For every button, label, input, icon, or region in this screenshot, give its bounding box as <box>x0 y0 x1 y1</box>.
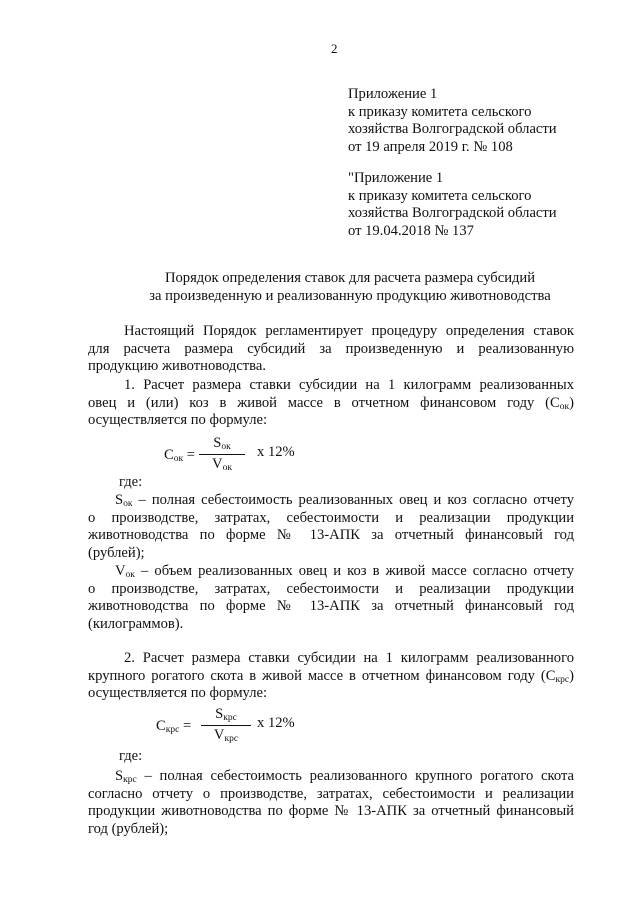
item-1-paragraph <box>88 377 574 430</box>
subscript: ок <box>222 462 232 473</box>
appendix-header-current <box>348 86 557 156</box>
paragraph-line <box>88 768 574 786</box>
formula-multiplier: x 12% <box>257 715 295 731</box>
paragraph-line: животноводства по форме № 13-АПК за отчетный финансовый год <box>88 598 574 615</box>
subscript: ок <box>559 401 570 412</box>
formula-cattle <box>156 718 191 736</box>
formula-fraction <box>199 435 245 473</box>
appendix-line: к приказу комитета сельского <box>348 187 532 204</box>
document-title <box>80 270 620 305</box>
formula-lhs: С <box>164 447 174 463</box>
paragraph-line: для расчета размера субсидий за произведенную и реализованную <box>88 340 574 357</box>
formula-lhs: С <box>156 718 166 734</box>
fraction-numerator <box>199 435 245 453</box>
paragraph-line: животноводства по форме № 13-АПК за отчетный финансовый год <box>88 527 574 544</box>
definition-s-krs <box>88 768 574 838</box>
fraction-bar <box>199 454 245 455</box>
item-2-paragraph <box>88 650 574 703</box>
where-label: где: <box>119 474 143 490</box>
definition-v-ok <box>88 563 574 633</box>
paragraph-line: 1. Расчет размера ставки субсидии на 1 килограмм реализованных <box>124 377 574 393</box>
appendix-line: от 19.04.2018 № 137 <box>348 222 474 239</box>
symbol: S <box>115 492 124 508</box>
page-number: 2 <box>331 41 338 56</box>
appendix-line: хозяйства Волгоградской области <box>348 205 557 222</box>
paragraph-line: (килограммов). <box>88 615 184 632</box>
appendix-line: от 19 апреля 2019 г. № 108 <box>348 138 513 155</box>
paragraph-text: ) <box>569 667 574 684</box>
paragraph-text: – объем реализованных овец и коз в живой массе согласно отчету <box>134 563 574 579</box>
paragraph-line: осуществляется по формуле: <box>88 685 268 702</box>
paragraph-text: – полная себестоимость реализованных овец и коз согласно отчету <box>132 492 574 508</box>
paragraph-line: о производстве, затратах, себестоимости и реализации продукции <box>88 509 574 526</box>
appendix-line: хозяйства Волгоградской области <box>348 121 557 138</box>
paragraph-line: 2. Расчет размера ставки субсидии на 1 килограмм реализованного <box>124 650 574 666</box>
subscript: ок <box>123 499 133 509</box>
appendix-line: к приказу комитета сельского <box>348 103 532 120</box>
appendix-line: "Приложение 1 <box>348 170 444 186</box>
appendix-header-original <box>348 170 557 240</box>
fraction-numerator <box>201 706 251 724</box>
paragraph-line <box>88 395 574 413</box>
where-label: где: <box>119 748 143 764</box>
paragraph-line: Настоящий Порядок регламентирует процедуру определения ставок <box>124 323 574 339</box>
definition-s-ok <box>88 492 574 562</box>
paragraph-line: согласно отчету о производстве, затратах, себестоимости и реализации <box>88 785 574 802</box>
paragraph-line: продукции животноводства по форме № 13-АПК за отчетный финансовый <box>88 803 574 820</box>
subscript: крс <box>224 733 239 744</box>
paragraph-line <box>88 563 574 581</box>
paragraph-line: (рублей); <box>88 544 145 561</box>
formula-eq: = <box>186 447 195 463</box>
paragraph-line: осуществляется по формуле: <box>88 412 268 429</box>
subscript: ок <box>125 570 135 580</box>
fraction-bar <box>201 725 251 726</box>
subscript: ок <box>221 442 231 452</box>
paragraph-line <box>88 492 574 510</box>
symbol: S <box>115 768 124 784</box>
paragraph-line: год (рублей); <box>88 820 169 837</box>
formula-eq: = <box>182 718 192 734</box>
paragraph-line: продукцию животноводства. <box>88 358 267 375</box>
formula-multiplier: x 12% <box>257 444 295 460</box>
paragraph-text: ) <box>569 394 574 411</box>
title-line: Порядок определения ставок для расчета размера субсидий <box>164 270 536 286</box>
intro-paragraph <box>88 323 574 376</box>
subscript: крс <box>555 674 570 685</box>
paragraph-text: – полная себестоимость реализованного крупного рогатого скота <box>136 768 574 784</box>
formula-sheep-goat <box>164 447 195 465</box>
appendix-line: Приложение 1 <box>348 86 438 102</box>
title-line: за произведенную и реализованную продукцию животноводства <box>149 287 551 304</box>
symbol: V <box>115 563 126 579</box>
subscript: крс <box>165 725 180 735</box>
denominator-symbol: V <box>213 726 225 743</box>
numerator-symbol: S <box>215 706 224 722</box>
paragraph-line <box>88 668 574 686</box>
denominator-symbol: V <box>212 455 223 472</box>
subscript: крс <box>223 713 237 723</box>
numerator-symbol: S <box>213 435 222 451</box>
fraction-denominator <box>199 456 245 474</box>
paragraph-text: крупного рогатого скота в живой массе в отчетном финансовом году (С <box>88 667 556 684</box>
formula-fraction <box>201 706 251 744</box>
fraction-denominator <box>201 727 251 745</box>
subscript: ок <box>173 454 184 464</box>
subscript: крс <box>123 775 137 785</box>
paragraph-text: овец и (или) коз в живой массе в отчетном финансовом году (С <box>88 394 560 411</box>
paragraph-line: о производстве, затратах, себестоимости и реализации продукции <box>88 580 574 597</box>
